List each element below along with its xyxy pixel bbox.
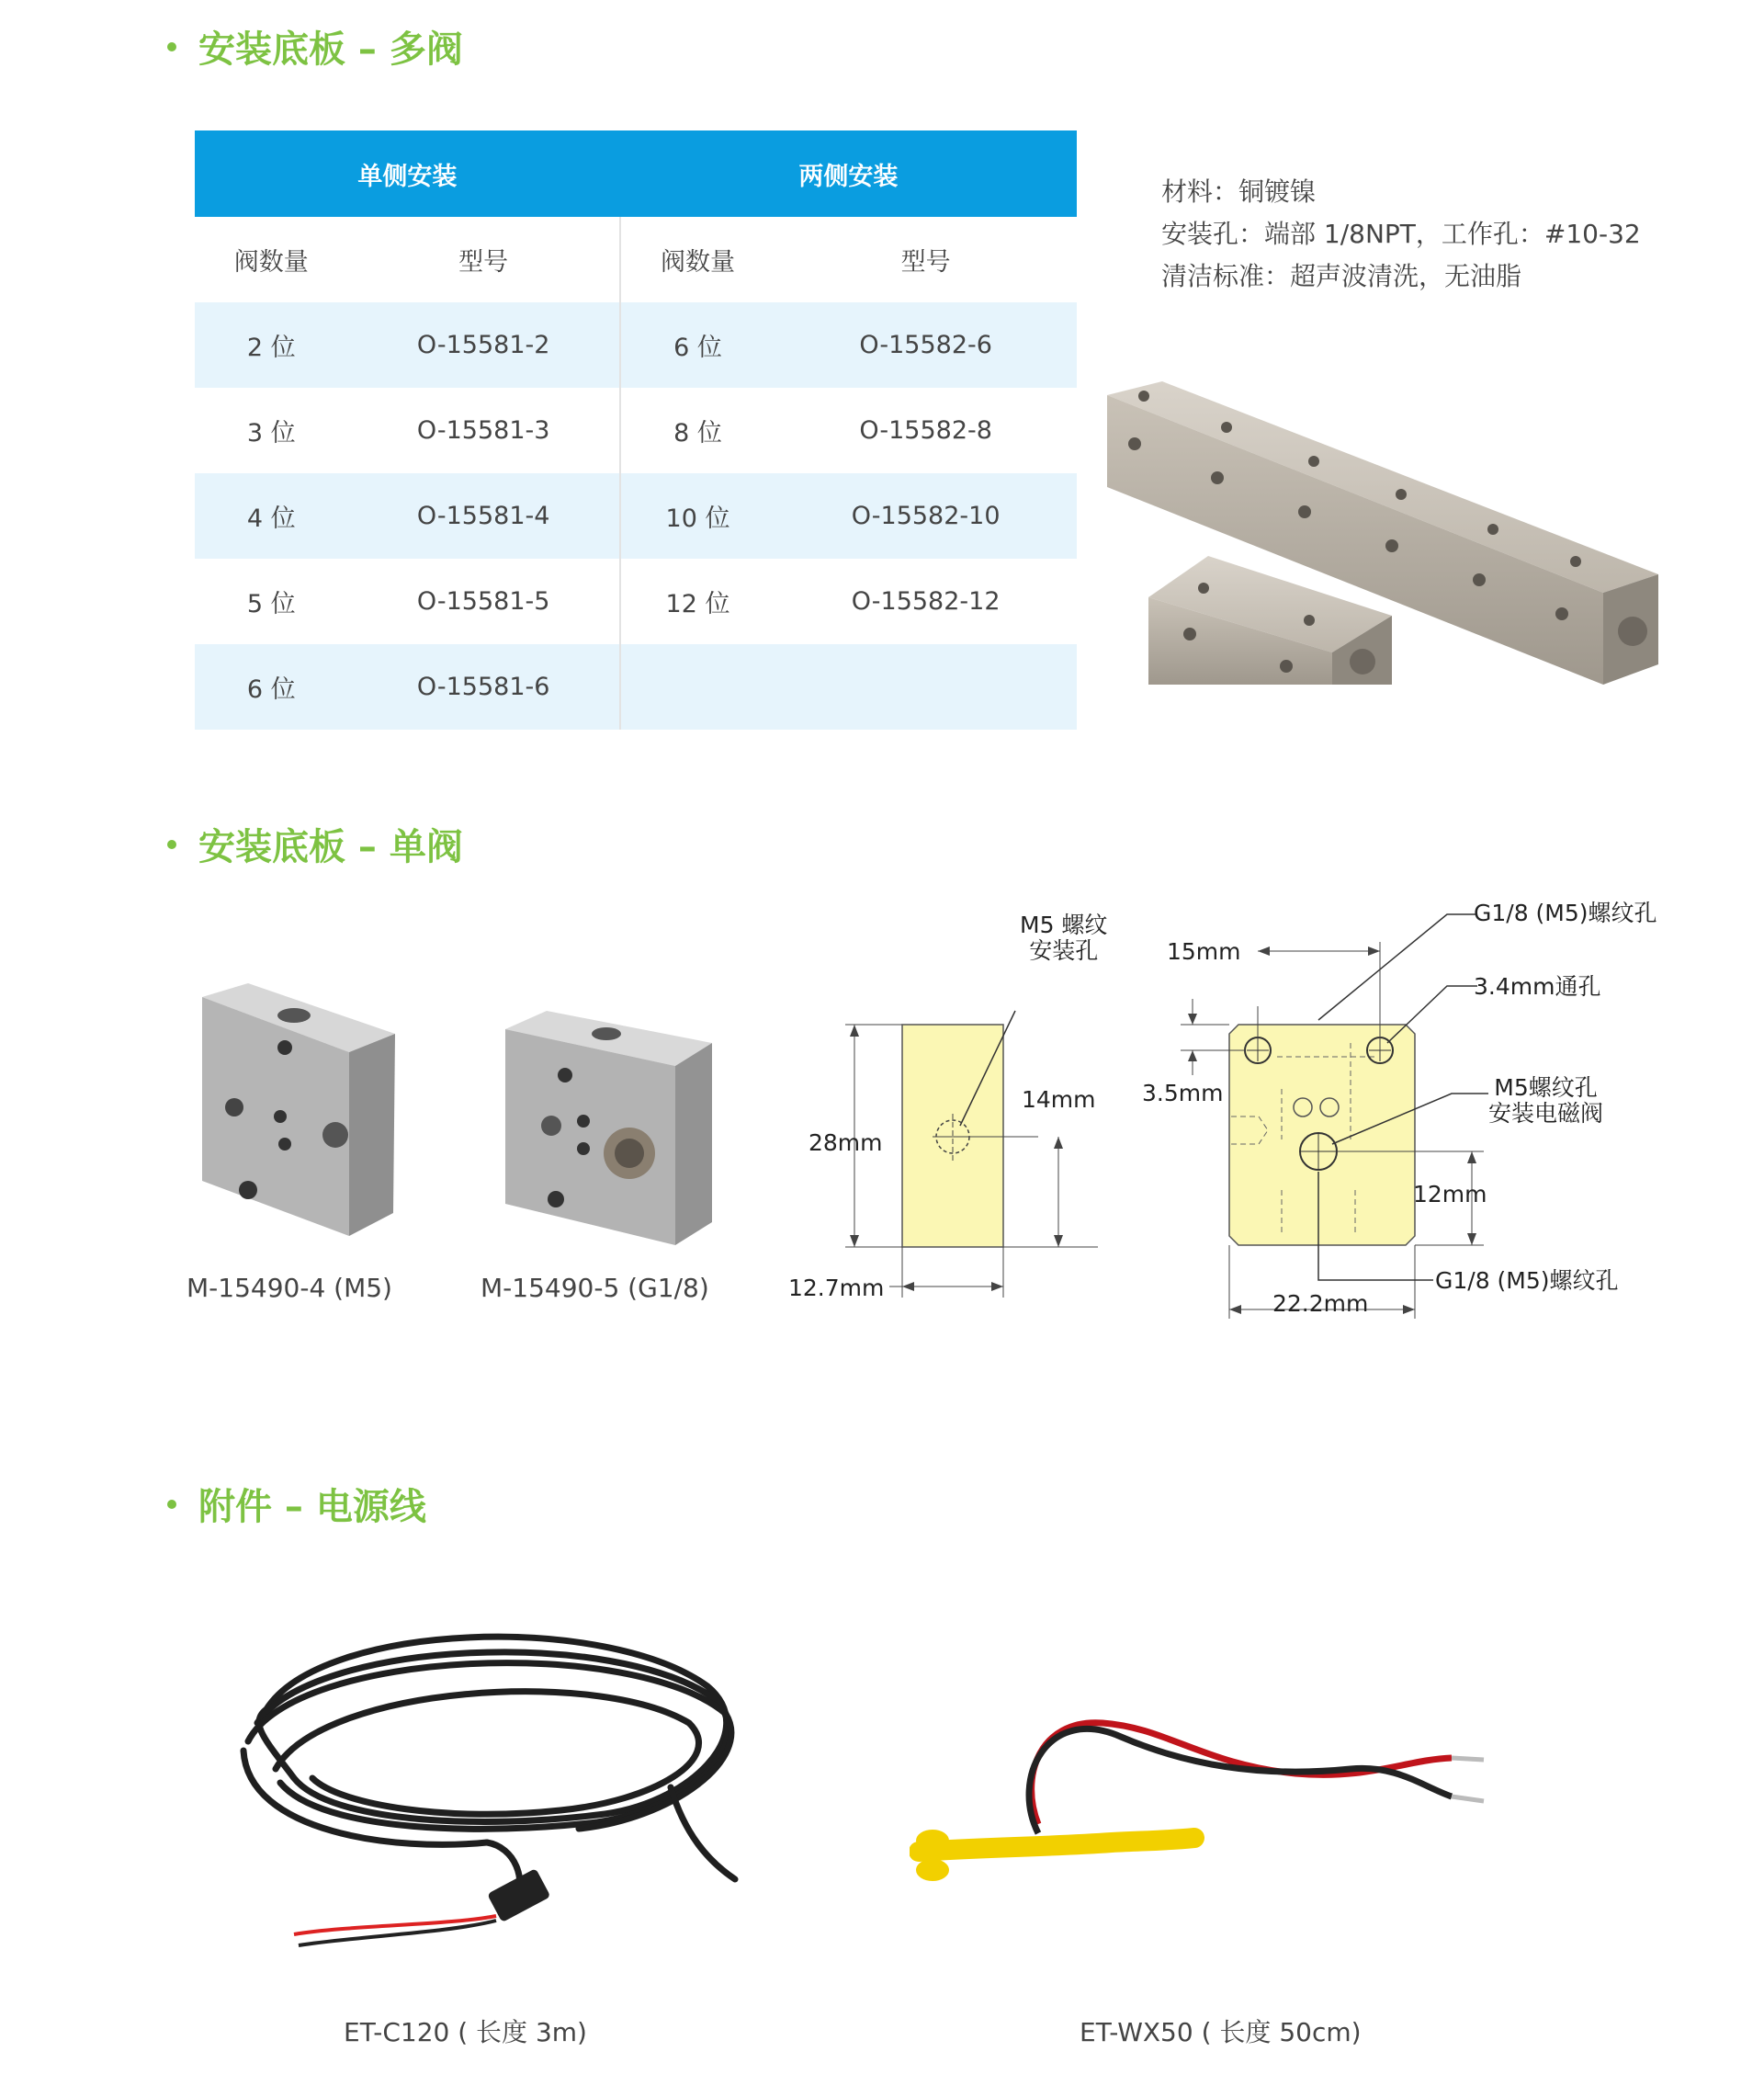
table-cell: O-15582-12	[851, 587, 1001, 616]
table-cell: O-15581-3	[348, 388, 620, 473]
cleaning-line: 清洁标准：超声波清洗，无油脂	[1161, 261, 1522, 291]
bullet-icon	[167, 840, 176, 849]
bullet-icon	[167, 1500, 176, 1509]
col-header-count: 阀数量	[661, 248, 736, 277]
spec-table	[195, 130, 1077, 730]
section-title-accessory: 附件 – 电源线	[167, 1478, 426, 1530]
label-12-7mm: 12.7mm	[788, 1275, 885, 1301]
caption-et-wx50: ET-WX50 ( 长度 50cm)	[1080, 2017, 1362, 2047]
table-row	[195, 473, 1077, 559]
caption-m5: M-15490-4 (M5)	[187, 1273, 392, 1303]
table-cell: 12 位	[665, 590, 730, 618]
section-title-single: 安装底板 – 单阀	[167, 818, 463, 870]
table-cell: 2 位	[195, 302, 348, 388]
table-cell: O-15581-2	[348, 302, 620, 388]
table-cell: 6 位	[195, 644, 348, 730]
table-cell: 6 位	[620, 302, 775, 388]
table-cell: O-15582-10	[775, 473, 1077, 559]
table-cell: O-15582-6	[775, 302, 1077, 388]
table-row	[195, 644, 1077, 730]
header-double-side: 两侧安装	[620, 130, 1077, 217]
label-3-5mm: 3.5mm	[1142, 1080, 1224, 1106]
label-28mm: 28mm	[808, 1129, 883, 1156]
cable-wired-image	[910, 1686, 1498, 1907]
label-through-hole: 3.4mm通孔	[1474, 973, 1601, 1000]
manifold-bars-image	[1098, 372, 1668, 689]
col-header-model: 型号	[900, 248, 951, 277]
table-cell: O-15581-6	[348, 644, 620, 730]
table-cell: 5 位	[246, 590, 296, 618]
material-line: 材料：铜镀镍	[1161, 176, 1317, 207]
header-single-side: 单侧安装	[195, 130, 620, 217]
table-row	[195, 302, 1077, 388]
material-spec	[1161, 171, 1641, 298]
table-cell: O-15581-5	[348, 559, 620, 644]
table-cell: 3 位	[246, 419, 296, 448]
table-col-header-row	[195, 217, 1077, 302]
section-title-multi: 安装底板 – 多阀	[167, 20, 463, 73]
table-cell: 10 位	[620, 473, 775, 559]
table-cell	[620, 644, 775, 730]
label-g18-bottom: G1/8 (M5)螺纹孔	[1435, 1267, 1619, 1294]
label-12mm: 12mm	[1413, 1181, 1487, 1207]
mounting-line: 安装孔：端部 1/8NPT，工作孔：#10-32	[1161, 219, 1641, 249]
col-header-model: 型号	[348, 217, 620, 302]
bullet-icon	[167, 42, 176, 51]
table-cell: 8 位	[673, 419, 722, 448]
table-cell: O-15582-8	[859, 416, 992, 445]
table-cell: 4 位	[195, 473, 348, 559]
table-cell	[775, 644, 1077, 730]
col-header-count: 阀数量	[233, 248, 309, 277]
table-row	[195, 559, 1077, 644]
label-g18-top: G1/8 (M5)螺纹孔	[1474, 900, 1657, 926]
block-m5-image	[184, 979, 404, 1245]
table-row	[195, 388, 1077, 473]
label-15mm: 15mm	[1167, 938, 1241, 965]
cable-black-image	[211, 1604, 763, 1957]
block-g18-image	[492, 1002, 717, 1250]
label-22-2mm: 22.2mm	[1272, 1290, 1369, 1317]
yellow-connector-icon	[919, 1838, 1194, 1852]
label-m5-mount: M5 螺纹 安装孔	[1020, 912, 1108, 964]
label-m5-solenoid: M5螺纹孔 安装电磁阀	[1488, 1074, 1604, 1127]
table-cell: O-15581-4	[348, 473, 620, 559]
caption-g18: M-15490-5 (G1/8)	[481, 1273, 709, 1303]
label-14mm: 14mm	[1022, 1086, 1096, 1113]
caption-et-c120: ET-C120 ( 长度 3m)	[344, 2017, 587, 2047]
